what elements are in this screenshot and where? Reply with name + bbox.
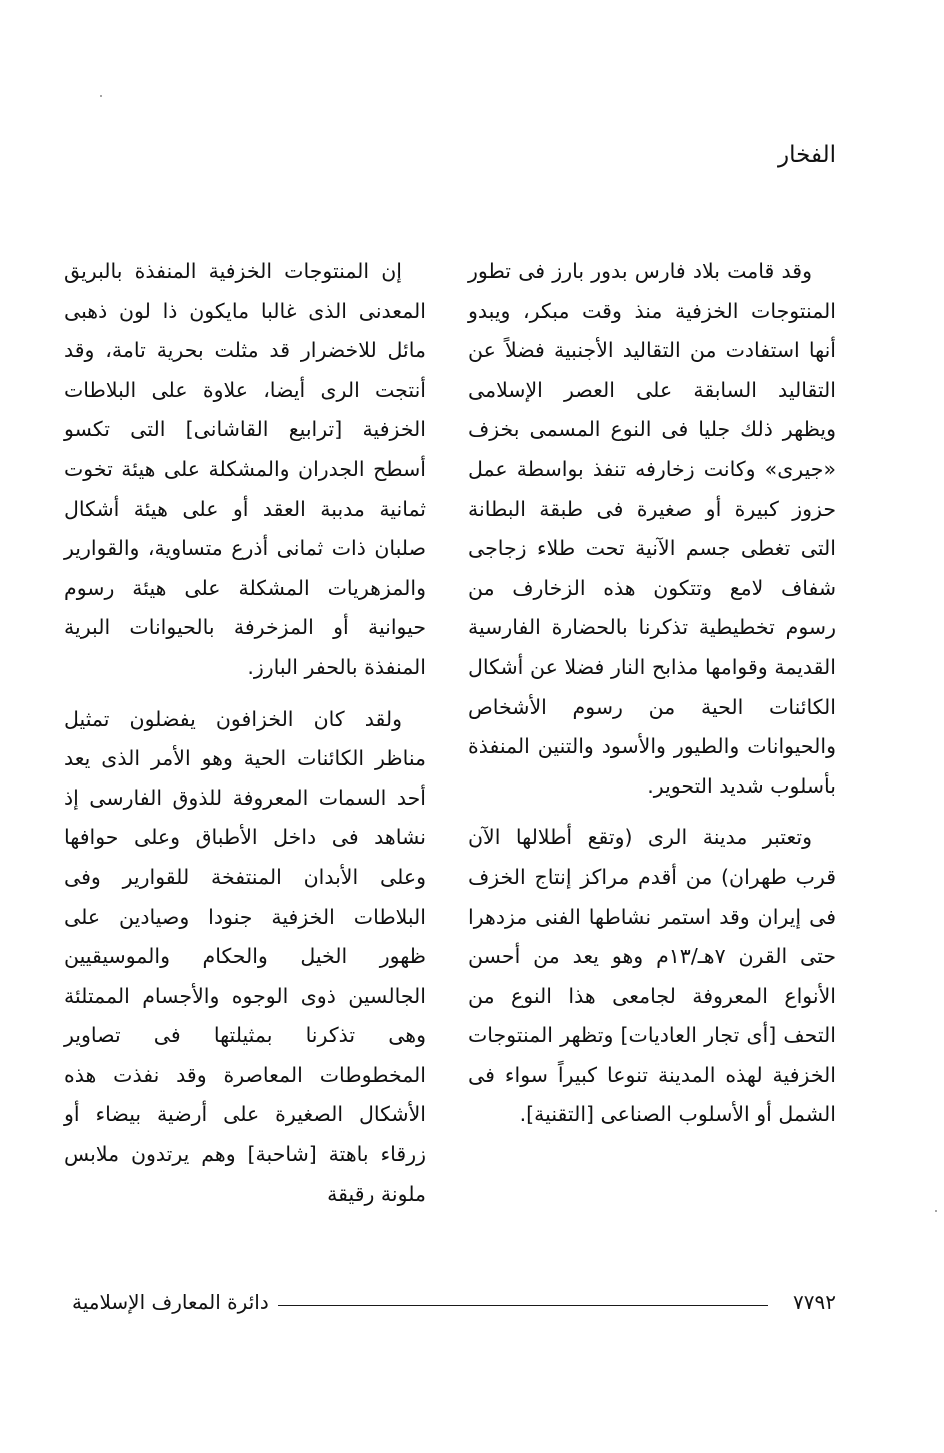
paragraph: وقد قامت بلاد فارس بدور بارز فى تطور المنتوجات الخزفية منذ وقت مبكر، ويبدو أنها استفادت من التقاليد الأجنبية فضلاً عن التقاليد السابقة على العصر الإسلامى ويظهر ذلك جليا فى النوع المسمى بخزف «جيرى» وكانت زخارفه تنفذ بواسطة عمل حزوز كبيرة أو صغيرة فى طبقة البطانة التى تغطى جسم الآنية تحت طلاء زجاجى شفاف لامع وتتكون هذه الزخارف من رسوم تخطيطية تذكرنا بالحضارة الفارسية القديمة وقوامها مذابح النار فضلا عن أشكال الكائنات الحية من رسوم الأشخاص والحيوانات والطيور والأسود والتنين المنفذة بأسلوب شديد التحوير. [468, 259, 836, 798]
footer-divider [278, 1305, 768, 1306]
scan-speck [100, 95, 102, 97]
journal-title: دائرة المعارف الإسلامية [72, 1290, 269, 1314]
paragraph: وتعتبر مدينة الرى (وتقع أطلالها الآن قرب طهران) من أقدم مراكز إنتاج الخزف فى إيران وقد استمر نشاطها الفنى مزدهرا حتى القرن ٧هـ/١٣م وهو يعد من أحسن الأنواع المعروفة لجامعى هذا النوع من التحف [أى تجار العاديات] وتظهر المنتوجات الخزفية لهذه المدينة تنوعا كبيراً سواء فى الشمل أو الأسلوب الصناعى [التقنية]. [468, 825, 836, 1127]
text-column-left [64, 252, 426, 1226]
paragraph: ولقد كان الخزافون يفضلون تمثيل مناظر الكائنات الحية وهو الأمر الذى يعد أحد السمات المعروفة للذوق الفارسى إذ نشاهد فى داخل الأطباق وعلى حوافها وعلى الأبدان المنتفخة للقوارير وفى البلاطات الخزفية جنودا وصيادين على ظهور الخيل والحكام والموسيقيين الجالسين ذوى الوجوه والأجسام الممتلئة وهى تذكرنا بمثيلتها فى تصاوير المخطوطات المعاصرة وقد نفذت هذه الأشكال الصغيرة على أرضية بيضاء أو زرقاء باهتة [شاحبة] وهم يرتدون ملابس ملونة رقيقة [64, 706, 426, 1206]
scan-speck [935, 1210, 937, 1212]
page-number: ٧٧٩٢ [793, 1290, 836, 1314]
paragraph: إن المنتوجات الخزفية المنفذة بالبريق المعدنى الذى غالبا مايكون ذا لون ذهبى مائل للاخضرار قد مثلت بحرية تامة، وقد أنتجت الرى أيضا، علاوة على البلاطات الخزفية [ترابيع القاشانى] التى تكسو أسطح الجدران والمشكلة على هيئة تخوت ثمانية مدببة العقد أو على هيئة أشكال صلبان ذات ثمانى أذرع متساوية، والقوارير والمزهريات المشكلة على هيئة رسوم حيوانية أو المزخرفة بالحيوانات البرية المنفذة بالحفر البارز. [64, 259, 426, 679]
text-column-right [468, 252, 836, 1147]
running-head: الفخار [778, 142, 836, 168]
